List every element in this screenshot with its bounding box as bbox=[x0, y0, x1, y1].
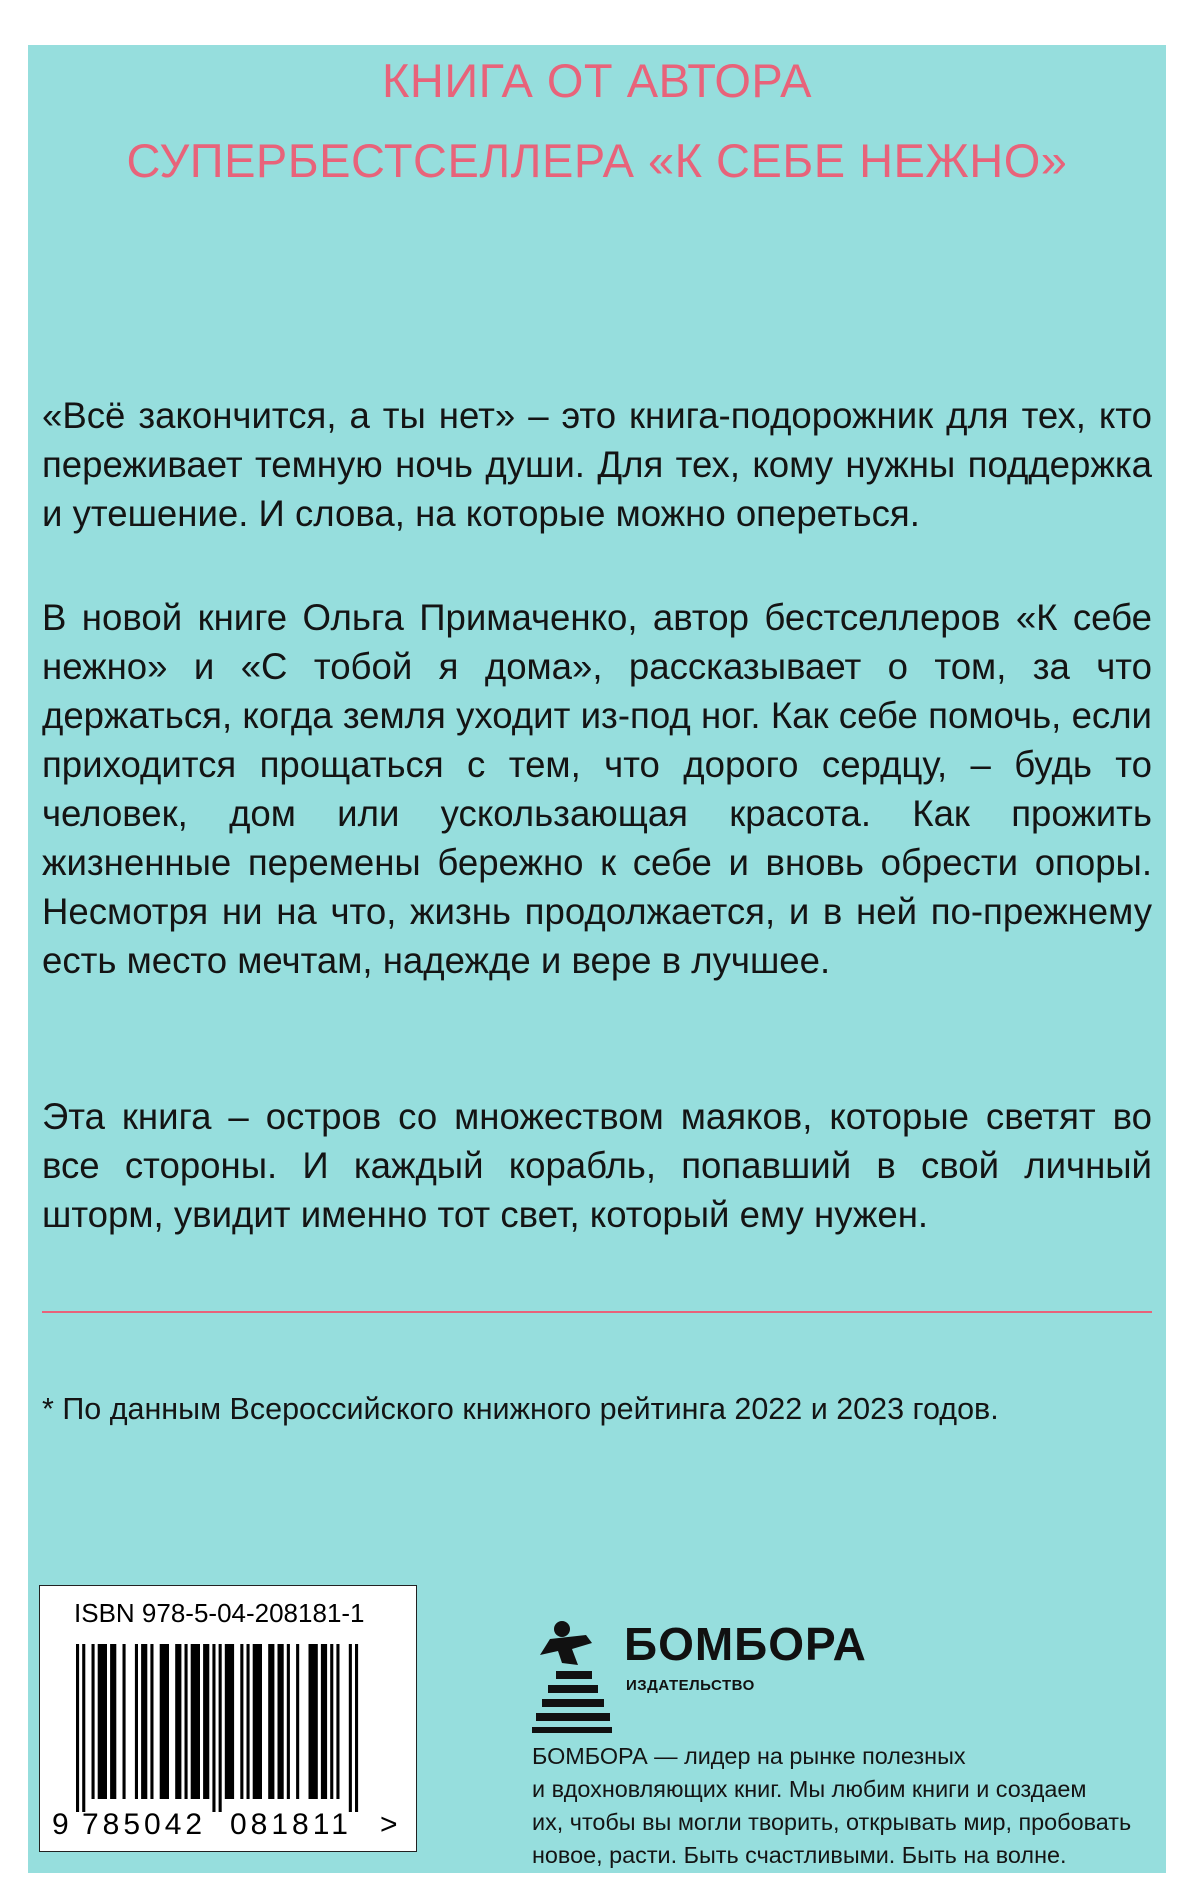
barcode-bar bbox=[150, 1644, 153, 1799]
barcode-bar bbox=[278, 1644, 284, 1799]
barcode-bar bbox=[296, 1644, 299, 1799]
barcode-arrow: > bbox=[380, 1808, 398, 1841]
barcode-bar bbox=[212, 1644, 215, 1812]
divider-line bbox=[42, 1311, 1152, 1313]
barcode-bar bbox=[247, 1644, 250, 1799]
publisher-logo-icon bbox=[532, 1615, 612, 1735]
barcode-bar bbox=[92, 1644, 95, 1799]
barcode-bar bbox=[219, 1644, 222, 1812]
footnote: * По данным Всероссийского книжного рейтинга 2022 и 2023 годов. bbox=[42, 1392, 999, 1426]
barcode-bar bbox=[268, 1644, 274, 1799]
barcode-bar bbox=[309, 1644, 318, 1799]
barcode-bar bbox=[287, 1644, 290, 1799]
barcode-bar bbox=[98, 1644, 107, 1799]
barcode-digits-left: 785042 bbox=[82, 1808, 207, 1841]
publisher-description bbox=[532, 1740, 1172, 1872]
isbn-label: ISBN 978-5-04-208181-1 bbox=[74, 1598, 365, 1628]
barcode-bar bbox=[349, 1644, 352, 1812]
barcode-bar bbox=[110, 1644, 116, 1799]
barcode-bar bbox=[355, 1644, 358, 1812]
barcode-bar bbox=[76, 1644, 79, 1812]
barcode-bar bbox=[141, 1644, 147, 1799]
barcode-bar bbox=[123, 1644, 126, 1799]
publisher-description-line: и вдохновляющих книг. Мы любим книги и создаем bbox=[532, 1776, 1087, 1802]
barcode-digit-first: 9 bbox=[52, 1808, 69, 1841]
barcode-bar bbox=[240, 1644, 243, 1799]
intro-paragraph: «Всё закончится, а ты нет» – это книга-подорожник для тех, кто переживает темную ночь души. Для тех, кому нужны поддержка и утешение. И слова, на которые можно опереться. bbox=[42, 395, 1152, 534]
barcode-bar bbox=[330, 1644, 333, 1799]
barcode-bar bbox=[203, 1644, 209, 1799]
back-cover bbox=[28, 45, 1166, 1873]
publisher-description-line: БОМБОРА — лидер на рынке полезных bbox=[532, 1743, 966, 1769]
barcode-bar bbox=[253, 1644, 262, 1799]
header-line-2: СУПЕРБЕСТСЕЛЛЕРА «К СЕБЕ НЕЖНО» bbox=[126, 134, 1068, 187]
publisher-logo bbox=[532, 1615, 912, 1745]
publisher-description-line: новое, расти. Быть счастливыми. Быть на волне. bbox=[532, 1842, 1067, 1868]
barcode-bar bbox=[185, 1644, 188, 1799]
barcode-bar bbox=[321, 1644, 327, 1799]
barcode-graphic bbox=[40, 1586, 416, 1851]
barcode-bar bbox=[160, 1644, 169, 1799]
barcode-bar bbox=[191, 1644, 200, 1799]
barcode-bar bbox=[175, 1644, 181, 1799]
publisher-name: БОМБОРА bbox=[624, 1618, 867, 1670]
description-paragraph: В новой книге Ольга Примаченко, автор бестселлеров «К себе нежно» и «С тобой я дома», рассказывает о том, за что держаться, когда земля уходит из-под ног. Как себе помочь, если приходится прощаться с тем, что дорого сердцу, – будь то человек, дом или ускользающая красота. Как прожить жизненные перемены бережно к себе и вновь обрести опоры. Несмотря ни на что, жизнь продолжается, и в ней по-прежнему есть место мечтам, надежде и вере в лучшее. bbox=[42, 597, 1152, 981]
barcode-bar bbox=[82, 1644, 85, 1812]
barcode-digits-right: 081811 bbox=[230, 1808, 352, 1841]
barcode-bar bbox=[225, 1644, 234, 1799]
publisher-description-line: их, чтобы вы могли творить, открывать мир, пробовать bbox=[532, 1809, 1132, 1835]
isbn-barcode bbox=[39, 1585, 417, 1852]
barcode-bar bbox=[135, 1644, 138, 1799]
barcode-bar bbox=[336, 1644, 339, 1799]
header-line-1: КНИГА ОТ АВТОРА bbox=[382, 54, 812, 107]
publisher-subtitle: ИЗДАТЕЛЬСТВО bbox=[626, 1677, 755, 1694]
closing-paragraph: Эта книга – остров со множеством маяков, которые светят во все стороны. И каждый корабль, попавший в свой личный шторм, увидит именно тот свет, который ему нужен. bbox=[42, 1096, 1152, 1235]
